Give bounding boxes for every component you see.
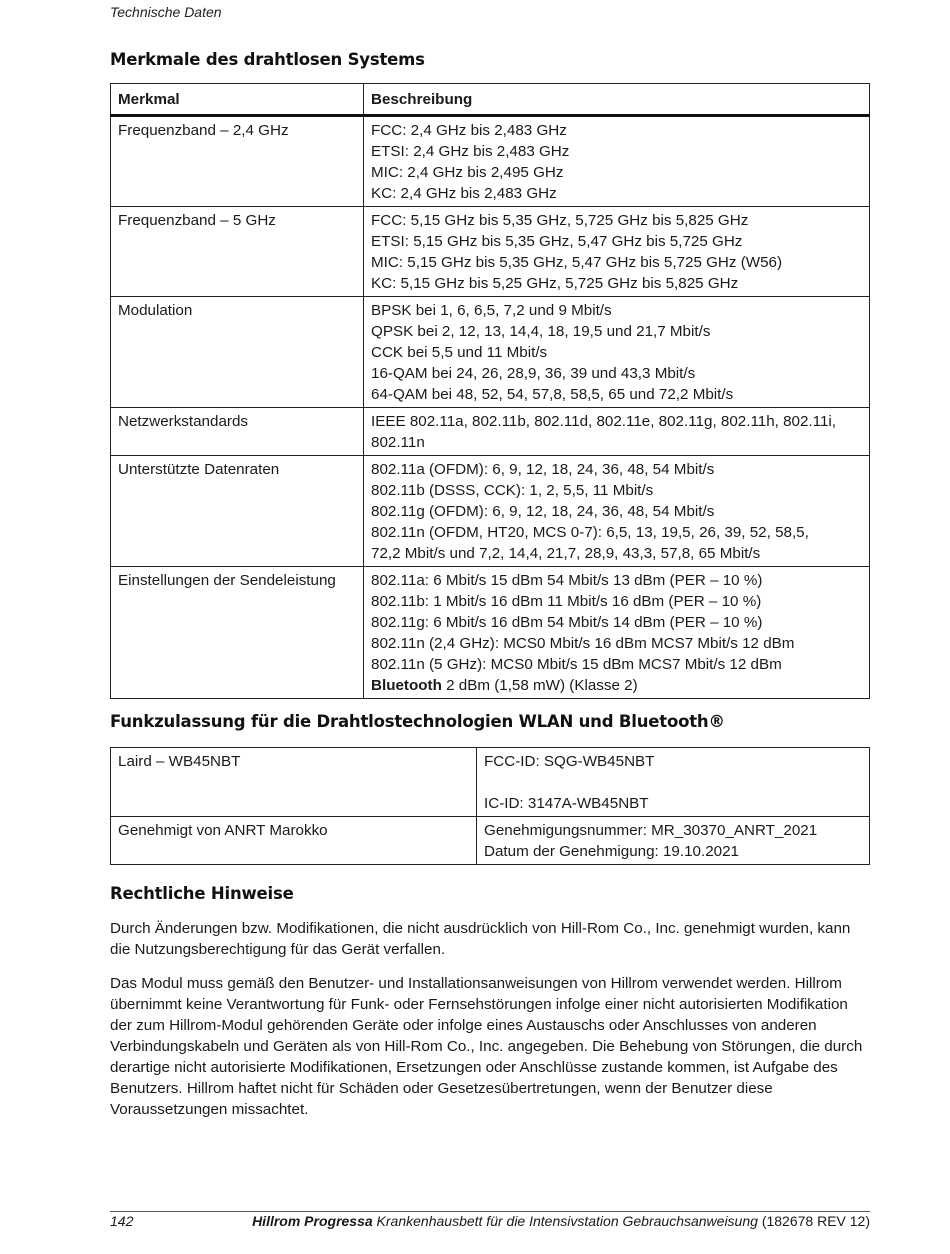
description-line: MIC: 2,4 GHz bis 2,495 GHz	[371, 164, 564, 181]
table-row	[111, 748, 870, 817]
page-number: 142	[110, 1213, 134, 1229]
feature-cell: Frequenzband – 2,4 GHz	[111, 116, 364, 207]
column-header-feature: Merkmal	[111, 84, 364, 116]
feature-cell: Modulation	[111, 297, 364, 408]
description-line: KC: 2,4 GHz bis 2,483 GHz	[371, 185, 557, 202]
feature-cell: Netzwerkstandards	[111, 408, 364, 456]
module-cell: Laird – WB45NBT	[111, 748, 477, 817]
description-cell	[364, 116, 870, 207]
footer-title-text: Krankenhausbett für die Intensivstation Gebrauchsanweisung	[372, 1213, 762, 1229]
running-header: Technische Daten	[110, 4, 222, 20]
description-line: 802.11g (OFDM): 6, 9, 12, 18, 24, 36, 48, 54 Mbit/s	[371, 503, 715, 520]
description-line: BPSK bei 1, 6, 6,5, 7,2 und 9 Mbit/s	[371, 302, 612, 319]
approval-number: Genehmigungsnummer: MR_30370_ANRT_2021	[484, 822, 818, 839]
description-line: CCK bei 5,5 und 11 Mbit/s	[371, 344, 548, 361]
authority-cell: Genehmigt von ANRT Marokko	[111, 817, 477, 865]
footer-reference: (182678 REV 12)	[761, 1213, 870, 1229]
description-cell	[364, 456, 870, 567]
ic-id: IC-ID: 3147A-WB45NBT	[484, 795, 649, 812]
description-line: 802.11a (OFDM): 6, 9, 12, 18, 24, 36, 48, 54 Mbit/s	[371, 461, 715, 478]
radio-approval-table	[110, 747, 870, 865]
description-line: 802.11g: 6 Mbit/s 16 dBm 54 Mbit/s 14 dBm (PER – 10 %)	[371, 614, 763, 631]
description-line: FCC: 2,4 GHz bis 2,483 GHz	[371, 122, 567, 139]
description-line: 802.11n	[371, 434, 425, 451]
approval-date: Datum der Genehmigung: 19.10.2021	[484, 843, 739, 860]
description-line-bluetooth	[371, 675, 862, 696]
footer-divider	[110, 1211, 870, 1212]
description-line: 64-QAM bei 48, 52, 54, 57,8, 58,5, 65 und 72,2 Mbit/s	[371, 386, 734, 403]
table-row	[111, 817, 870, 865]
footer-brand: Hillrom Progressa	[252, 1213, 373, 1229]
description-line: QPSK bei 2, 12, 13, 14,4, 18, 19,5 und 21,7 Mbit/s	[371, 323, 711, 340]
description-line: 802.11b: 1 Mbit/s 16 dBm 11 Mbit/s 16 dBm (PER – 10 %)	[371, 593, 762, 610]
description-line: 802.11n (5 GHz): MCS0 Mbit/s 15 dBm MCS7 Mbit/s 12 dBm	[371, 656, 782, 673]
table-header-row	[111, 84, 870, 116]
approval-details-cell	[477, 817, 870, 865]
table-row	[111, 408, 870, 456]
bluetooth-value: 2 dBm (1,58 mW) (Klasse 2)	[441, 677, 638, 694]
description-line: ETSI: 2,4 GHz bis 2,483 GHz	[371, 143, 570, 160]
bluetooth-label: Bluetooth	[371, 677, 442, 694]
section-heading-wireless: Merkmale des drahtlosen Systems	[110, 50, 425, 69]
wireless-features-table	[110, 83, 870, 699]
table-row	[111, 297, 870, 408]
table-row	[111, 207, 870, 297]
description-cell	[364, 297, 870, 408]
feature-cell: Frequenzband – 5 GHz	[111, 207, 364, 297]
feature-cell: Unterstützte Datenraten	[111, 456, 364, 567]
table-row	[111, 456, 870, 567]
description-line: IEEE 802.11a, 802.11b, 802.11d, 802.11e, 802.11g, 802.11h, 802.11i,	[371, 413, 837, 430]
section-heading-legal: Rechtliche Hinweise	[110, 884, 294, 903]
feature-cell: Einstellungen der Sendeleistung	[111, 567, 364, 699]
description-cell	[364, 207, 870, 297]
description-cell	[364, 567, 870, 699]
description-line: 16-QAM bei 24, 26, 28,9, 36, 39 und 43,3 Mbit/s	[371, 365, 696, 382]
table-row	[111, 567, 870, 699]
description-line: FCC: 5,15 GHz bis 5,35 GHz, 5,725 GHz bis 5,825 GHz	[371, 212, 749, 229]
description-cell	[364, 408, 870, 456]
description-line: 802.11n (OFDM, HT20, MCS 0-7): 6,5, 13, 19,5, 26, 39, 52, 58,5,	[371, 524, 809, 541]
description-line: 72,2 Mbit/s und 7,2, 14,4, 21,7, 28,9, 43,3, 57,8, 65 Mbit/s	[371, 545, 761, 562]
footer-document-title	[252, 1213, 870, 1229]
description-line: 802.11b (DSSS, CCK): 1, 2, 5,5, 11 Mbit/s	[371, 482, 654, 499]
table-row	[111, 116, 870, 207]
section-heading-approval: Funkzulassung für die Drahtlostechnologien WLAN und Bluetooth®	[110, 712, 725, 731]
description-line: 802.11a: 6 Mbit/s 15 dBm 54 Mbit/s 13 dBm (PER – 10 %)	[371, 572, 763, 589]
description-line: ETSI: 5,15 GHz bis 5,35 GHz, 5,47 GHz bis 5,725 GHz	[371, 233, 743, 250]
legal-paragraph-2: Das Modul muss gemäß den Benutzer- und Installationsanweisungen von Hillrom verwendet werden. Hillrom übernimmt keine Verantwortung für Funk- oder Fernsehstörungen infolge einer nicht autorisierten Modifikation der zum Hillrom-Modul gehörenden Geräte oder infolge eines Austauschs oder Anschlusses von anderen Verbindungskabeln und Geräten als von Hill-Rom Co., Inc. angegeben. Die Behebung von Störungen, die durch derartige nicht autorisierte Modifikationen, Ersetzungen oder Anschlüsse zustande kommen, ist Aufgabe des Benutzers. Hillrom haftet nicht für Schäden oder Gesetzesübertretungen, wenn der Benutzer diese Voraussetzungen missachtet.	[110, 975, 863, 1118]
description-line: KC: 5,15 GHz bis 5,25 GHz, 5,725 GHz bis 5,825 GHz	[371, 275, 739, 292]
ids-cell	[477, 748, 870, 817]
description-line: MIC: 5,15 GHz bis 5,35 GHz, 5,47 GHz bis 5,725 GHz (W56)	[371, 254, 783, 271]
description-line: 802.11n (2,4 GHz): MCS0 Mbit/s 16 dBm MCS7 Mbit/s 12 dBm	[371, 635, 795, 652]
column-header-description: Beschreibung	[364, 84, 870, 116]
legal-paragraph-1: Durch Änderungen bzw. Modifikationen, die nicht ausdrücklich von Hill-Rom Co., Inc. genehmigt wurden, kann die Nutzungsberechtigung für das Gerät verfallen.	[110, 920, 851, 958]
fcc-id: FCC-ID: SQG-WB45NBT	[484, 753, 655, 770]
